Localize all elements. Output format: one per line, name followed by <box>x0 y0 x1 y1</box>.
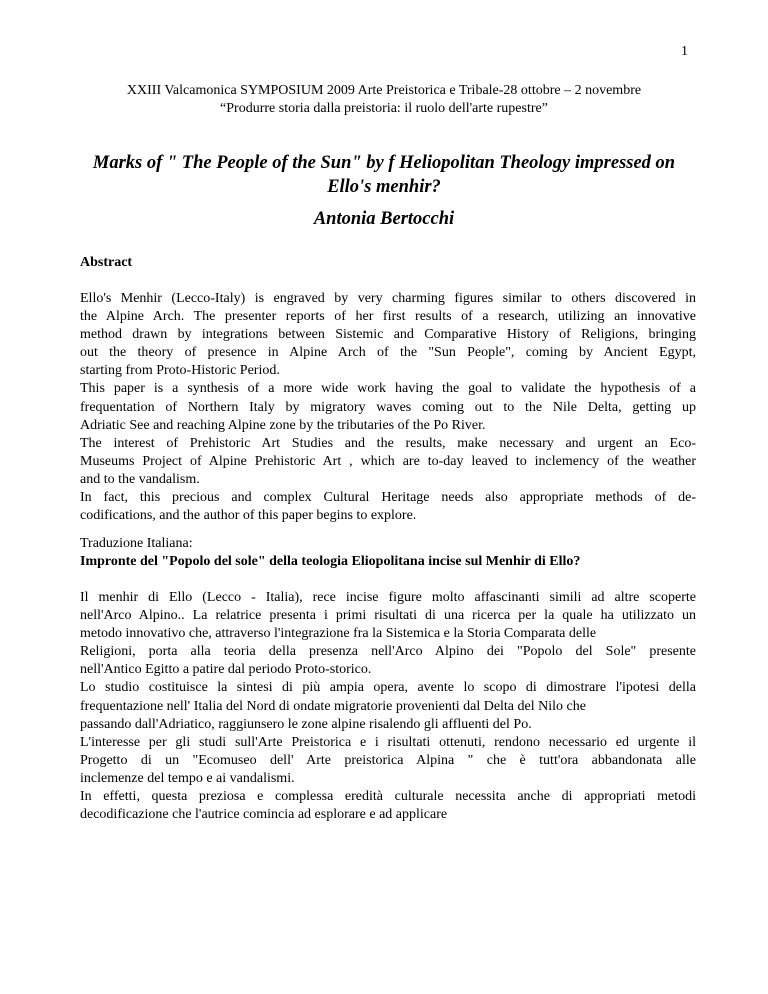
abstract-line: frequentation of Northern Italy by migratory waves coming out to the Nile Delta, getting up <box>80 399 696 415</box>
italian-line: Il menhir di Ello (Lecco - Italia), rece incise figure molto affascinanti simili ad altre scoperte <box>80 590 696 605</box>
author-name: Antonia Bertocchi <box>313 209 455 229</box>
english-abstract <box>80 290 696 525</box>
abstract-line: In fact, this precious and complex Cultural Heritage needs also appropriate methods of de- <box>80 490 696 506</box>
italian-line: frequentazione nell' Italia del Nord di ondate migratorie provenienti dal Delta del Nilo che <box>80 698 586 714</box>
italian-line: Lo studio costituisce la sintesi di più ampia opera, avente lo scopo di dimostrare l'ipotesi della <box>80 680 696 696</box>
italian-line: decodificazione che l'autrice comincia ad esplorare e ad applicare <box>80 807 448 823</box>
title-line-2: Ello's menhir? <box>327 177 441 197</box>
italian-line: Religioni, porta alla teoria della presenza nell'Arco Alpino dei "Popolo del Sole" presente <box>80 644 696 660</box>
header-line-2: “Produrre storia dalla preistoria: il ruolo dell'arte rupestre” <box>220 101 548 116</box>
italian-line: Progetto di un "Ecomuseo dell' Arte preistorica Alpina " che è tutt'ora abbandonata alle <box>80 752 696 768</box>
italian-line: In effetti, questa preziosa e complessa eredità culturale necessita anche di appropriati metodi <box>80 789 696 805</box>
page-number: 1 <box>681 44 688 59</box>
abstract-line: out the theory of presence in Alpine Arch of the "Sun People", coming by Ancient Egypt, <box>80 345 696 361</box>
italian-line: inclemenze del tempo e ai vandalismi. <box>80 770 295 786</box>
italian-line: L'interesse per gli studi sull'Arte Preistorica e i risultati ottenuti, rendono necessario ed urgente il <box>80 734 696 750</box>
abstract-line: Ello's Menhir (Lecco-Italy) is engraved by very charming figures similar to others discovered in <box>80 291 696 306</box>
italian-line: nell'Arco Alpino.. La relatrice presenta i primi risultati di una ricerca per la quale ha utilizzato un <box>80 608 696 624</box>
abstract-line: the Alpine Arch. The presenter reports of her first results of a research, utilizing an innovative <box>80 309 696 325</box>
abstract-heading: Abstract <box>80 255 133 270</box>
italian-line: nell'Antico Egitto a patire dal periodo Proto-storico. <box>80 662 372 678</box>
italian-label: Traduzione Italiana: <box>80 536 193 551</box>
header-line-1: XXIII Valcamonica SYMPOSIUM 2009 Arte Preistorica e Tribale-28 ottobre – 2 novembre <box>126 83 642 98</box>
italian-line: passando dall'Adriatico, raggiunsero le zone alpine risalendo gli affluenti del Po. <box>80 716 532 732</box>
italian-translation-header <box>80 535 696 571</box>
abstract-line: starting from Proto-Historic Period. <box>80 363 280 379</box>
italian-title: Impronte del "Popolo del sole" della teologia Eliopolitana incise sul Menhir di Ello? <box>80 554 581 570</box>
paper-title <box>60 151 708 199</box>
abstract-line: and to the vandalism. <box>80 471 200 487</box>
abstract-line: Adriatic See and reaching Alpine zone by the tributaries of the Po River. <box>80 417 486 433</box>
abstract-line: method drawn by integrations between Sistemic and Comparative History of Religions, bringing <box>80 327 696 343</box>
italian-abstract <box>80 589 696 824</box>
abstract-line: The interest of Prehistoric Art Studies and the results, make necessary and urgent an Eco- <box>80 435 696 451</box>
italian-line: metodo innovativo che, attraverso l'integrazione fra la Sistemica e la Storia Comparata delle <box>80 626 597 642</box>
abstract-line: This paper is a synthesis of a more wide work having the goal to validate the hypothesis of a <box>80 381 696 397</box>
conference-header <box>60 82 708 118</box>
abstract-line: codifications, and the author of this paper begins to explore. <box>80 508 417 524</box>
title-line-1: Marks of " The People of the Sun" by f Heliopolitan Theology impressed on <box>92 153 676 173</box>
abstract-line: Museums Project of Alpine Prehistoric Art , which are to-day leaved to inclemency of the weather <box>80 453 696 469</box>
